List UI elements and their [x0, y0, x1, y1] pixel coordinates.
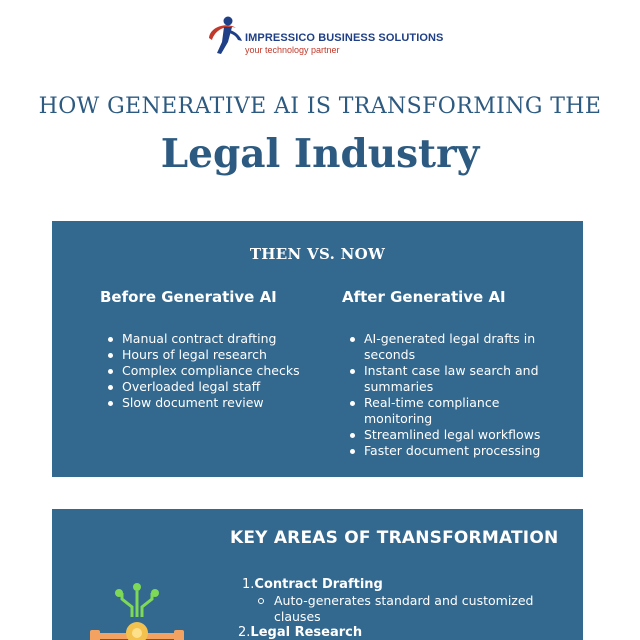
list-item: AI-generated legal drafts in seconds [350, 331, 562, 363]
page-title-line1: HOW GENERATIVE AI IS TRANSFORMING THE [38, 94, 602, 119]
key-area-subitem: Auto-generates standard and customized clauses [258, 593, 558, 625]
list-item: Instant case law search and summaries [350, 363, 562, 395]
after-heading: After Generative AI [342, 288, 506, 306]
list-item: Streamlined legal workflows [350, 427, 562, 443]
list-item: Real-time compliance monitoring [350, 395, 562, 427]
bullet-icon [108, 353, 113, 358]
list-item: Complex compliance checks [108, 363, 328, 379]
after-list [350, 331, 562, 459]
bullet-icon [350, 369, 355, 374]
brand-tagline: your technology partner [245, 45, 340, 55]
bullet-icon [108, 369, 113, 374]
list-item: Slow document review [108, 395, 328, 411]
page-title-line2: Legal Industry [160, 131, 480, 177]
bullet-icon [350, 401, 355, 406]
circuit-scales-icon [82, 577, 192, 640]
list-item: Manual contract drafting [108, 331, 328, 347]
list-item: Hours of legal research [108, 347, 328, 363]
key-area-item-1: 1.Contract Drafting [242, 577, 383, 592]
then-vs-now-card [52, 221, 583, 477]
person-swoosh-logo-icon [206, 14, 246, 58]
then-vs-now-heading: THEN VS. NOW [249, 245, 386, 263]
brand-name: IMPRESSICO BUSINESS SOLUTIONS [245, 32, 444, 44]
bullet-icon [350, 449, 355, 454]
bullet-icon [108, 385, 113, 390]
bullet-icon [108, 401, 113, 406]
bullet-icon [350, 433, 355, 438]
key-areas-card [52, 509, 583, 640]
before-heading: Before Generative AI [100, 288, 277, 306]
list-item: Faster document processing [350, 443, 562, 459]
key-area-item-2: 2.Legal Research [238, 625, 363, 640]
list-item: Overloaded legal staff [108, 379, 328, 395]
key-areas-heading: KEY AREAS OF TRANSFORMATION [230, 528, 559, 548]
bullet-icon [108, 337, 113, 342]
before-list [108, 331, 328, 411]
bullet-icon [350, 337, 355, 342]
circle-bullet-icon [258, 598, 264, 604]
brand-logo [206, 14, 446, 58]
